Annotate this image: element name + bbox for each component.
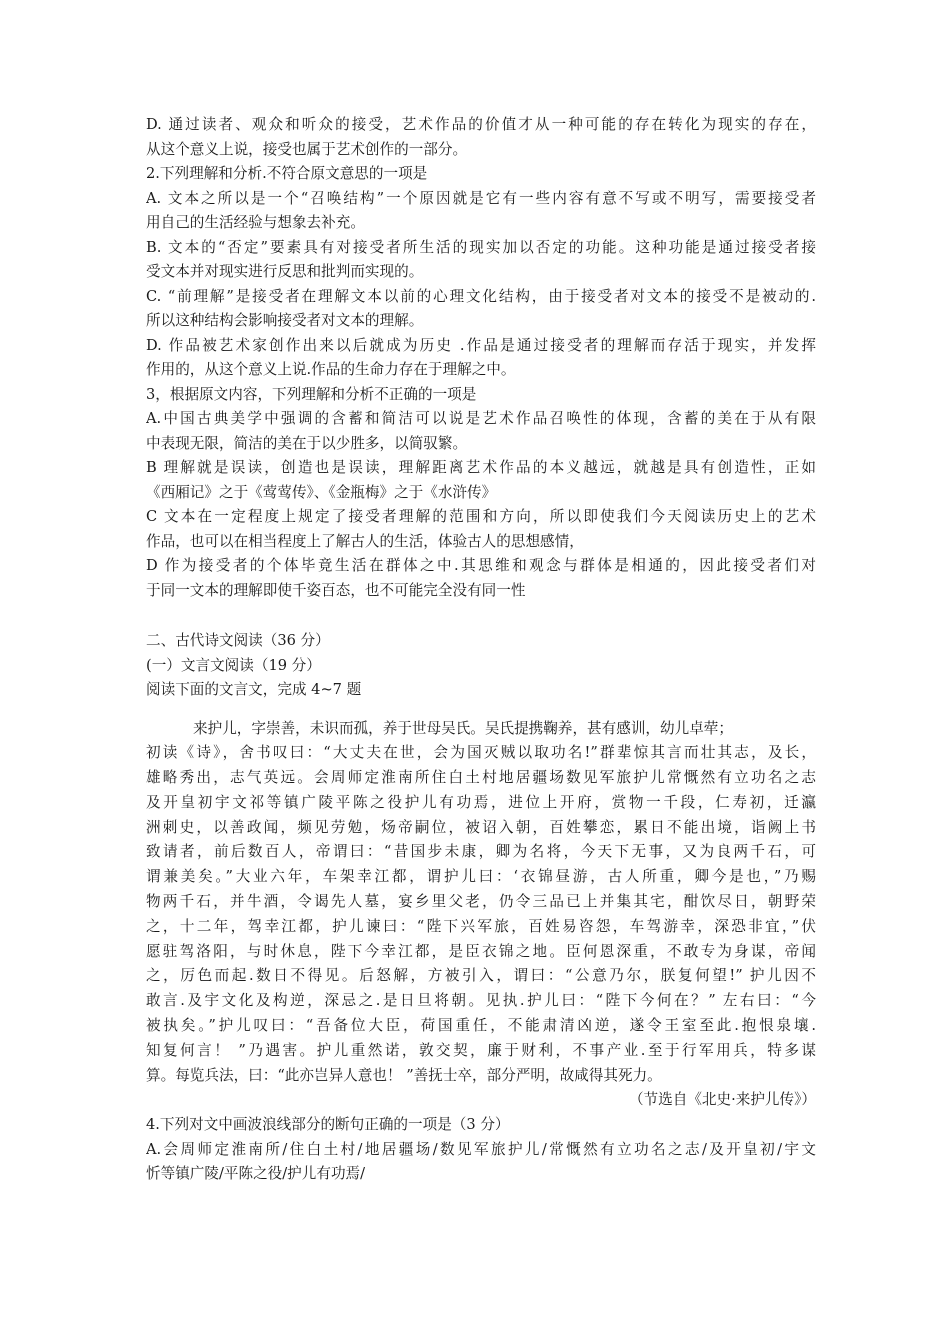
option-d-line: D. 作品被艺术家创作出来以后就成为历史 .作品是通过接受者的理解而存活于现实，并发挥 bbox=[146, 336, 816, 354]
option-c-line: 所以这种结构会影响接受者对文本的理解。 bbox=[146, 312, 424, 329]
option-b-line: 受文本并对现实进行反思和批判而实现的。 bbox=[146, 263, 424, 280]
passage-line: 敢言.及宇文化及构逆，深忌之.是日旦将朝。见执.护儿曰：“陛下今何在？” 左右曰：“今 bbox=[146, 992, 816, 1010]
passage-line: 致请者，前后数百人，帝谓曰：“昔国步未康，卿为名将，今天下无事，又为良两千石，可 bbox=[146, 843, 816, 861]
question-stem: 4.下列对文中画波浪线部分的断句正确的一项是（3 分） bbox=[146, 1116, 510, 1134]
section-gap bbox=[146, 603, 816, 629]
question-2 bbox=[146, 162, 816, 383]
passage-line: 愿驻驾洛阳，与时休息，陛下今幸江都，是臣衣锦之地。臣何恩深重，不敢专为身谋，帝闻 bbox=[146, 942, 816, 960]
option-d-line: 于同一文本的理解即使千姿百态，也不可能完全没有同一性 bbox=[146, 581, 526, 599]
option-d-line: D 作为接受者的个体毕竟生活在群体之中.其思维和观念与群体是相通的，因此接受者们对 bbox=[146, 557, 816, 574]
option-b-line: B. 文本的“否定”要素具有对接受者所生活的现实加以否定的功能。这种功能是通过接受者接 bbox=[146, 238, 816, 256]
text-line: D. 通过读者、观众和听众的接受，艺术作品的价值才从一种可能的存在转化为现实的存在， bbox=[146, 116, 816, 133]
option-b-line: B 理解就是误读，创造也是误读，理解距离艺术作品的本义越远，就越是具有创造性，正如 bbox=[146, 459, 816, 476]
option-c-line: 作品，也可以在相当程度上了解古人的生活，体验古人的思想感情， bbox=[146, 532, 584, 550]
passage-line: 雄略秀出，志气英远。会周师定淮南所住白土村地居疆场数见军旅护儿常慨然有立功名之志 bbox=[146, 769, 816, 787]
classical-passage bbox=[146, 717, 816, 1114]
option-c-line: C 文本在一定程度上规定了接受者理解的范围和方向，所以即使我们今天阅读历史上的艺术 bbox=[146, 508, 816, 525]
instruction: 阅读下面的文言文，完成 4~7 题 bbox=[146, 681, 362, 698]
text-line: 从这个意义上说，接受也属于艺术创作的一部分。 bbox=[146, 140, 468, 158]
question-stem: 3，根据原文内容，下列理解和分析不正确的一项是 bbox=[146, 385, 477, 403]
passage-line: 洲刺史，以善政闻，频见劳勉，炀帝嗣位，被诏入朝，百姓攀恋，累日不能出境，诣阙上书 bbox=[146, 818, 816, 836]
option-a-line: 用自己的生活经验与想象去补充。 bbox=[146, 214, 365, 231]
passage-line: 初读《诗》，舍书叹曰：“大丈夫在世，会为国灭贼以取功名!”群辈惊其言而壮其志，及长， bbox=[146, 744, 816, 762]
passage-line: 及开皇初宇文祁等镇广陵平陈之役护儿有功焉，进位上开府，赏物一千段，仁寿初，迁瀛 bbox=[146, 793, 816, 811]
passage-source: （节选自《北史·来护儿传》） bbox=[628, 1091, 816, 1109]
option-c-line: C. “前理解”是接受者在理解文本以前的心理文化结构，由于接受者对文本的接受不是被动的. bbox=[146, 287, 816, 305]
passage-line: 之，厉色而起.数日不得见。后怒解，方被引入，谓曰：“公意乃尔，朕复何望!” 护儿因不 bbox=[146, 967, 816, 985]
passage-line: 之，十二年，驾幸江都，护儿谏曰：“陛下兴军旅，百姓易咨怨，车驾游幸，深恐非宜，”伏 bbox=[146, 917, 816, 935]
option-a-line: 中表现无限，简洁的美在于以少胜多，以简驭繁。 bbox=[146, 434, 468, 452]
option-b-line: 《西厢记》之于《莺莺传》、《金瓶梅》之于《水浒传》 bbox=[146, 483, 497, 501]
passage-line: 物两千石，并牛酒，令谒先人墓，宴乡里父老，仍令三品已上并集其宅，酣饮尽日，朝野荣 bbox=[146, 893, 816, 911]
exam-page bbox=[146, 113, 816, 1187]
option-d-line: 作用的，从这个意义上说.作品的生命力存在于理解之中。 bbox=[146, 361, 516, 378]
passage-line: 谓兼美矣。”大业六年，车架幸江都，谓护儿曰：‘衣锦昼游，古人所重，卿今是也，”乃赐 bbox=[146, 868, 816, 886]
subsection-title: (一）文言文阅读（19 分） bbox=[146, 656, 321, 674]
passage-line: 算。每览兵法，曰：“此亦岂异人意也！ ”善抚士卒，部分严明，故咸得其死力。 bbox=[146, 1066, 662, 1084]
question-stem: 2.下列理解和分析.不符合原文意思的一项是 bbox=[146, 165, 428, 182]
passage-line: 被执矣。”护儿叹曰：“吾备位大臣，荷国重任，不能肃清凶逆，遂令王室至此.抱恨泉壤. bbox=[146, 1017, 816, 1035]
section-title: 二、古代诗文阅读（36 分） bbox=[146, 632, 330, 649]
option-a-line: A.会周师定淮南所/住白土村/地居疆场/数见军旅护儿/常慨然有立功名之志/及开皇初/宇文 bbox=[146, 1140, 816, 1158]
q1-option-d bbox=[146, 113, 816, 162]
option-a-line: A. 文本之所以是一个“召唤结构”一个原因就是它有一些内容有意不写或不明写，需要接受者 bbox=[146, 189, 816, 207]
option-a-line: A.中国古典美学中强调的含蓄和简洁可以说是艺术作品召唤性的体现，含蓄的美在于从有限 bbox=[146, 410, 816, 427]
question-3 bbox=[146, 383, 816, 604]
passage-line: 知复何言！ ”乃遇害。护儿重然诺，敦交契，廉于财利，不事产业.至于行军用兵，特多谋 bbox=[146, 1041, 816, 1059]
question-4 bbox=[146, 1113, 816, 1187]
passage-line: 来护儿，字崇善，未识而孤，养于世母吴氏。吴氏提携鞠养，甚有感训，幼儿卓荦； bbox=[193, 719, 733, 737]
section-2-header bbox=[146, 629, 816, 703]
option-a-line: 忻等镇广陵/平陈之役/护儿有功焉/ bbox=[146, 1165, 366, 1183]
